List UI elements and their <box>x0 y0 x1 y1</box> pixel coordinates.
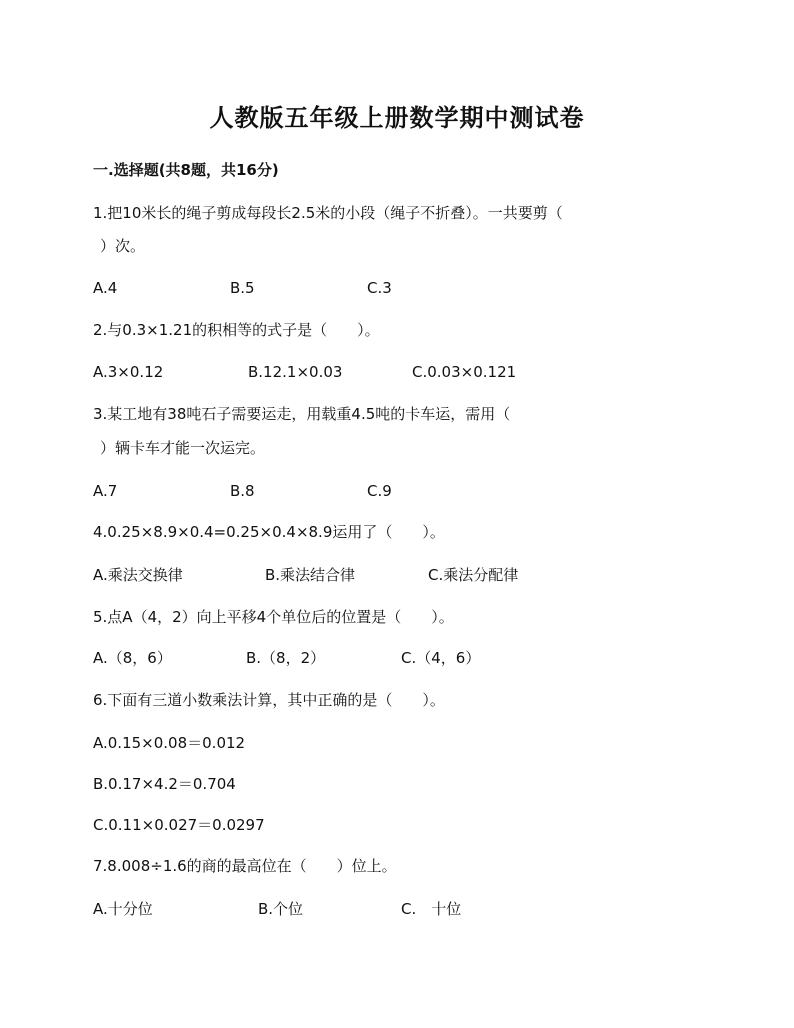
question-2-stem: 2.与0.3×1.21的积相等的式子是（ ）。 <box>93 321 380 339</box>
question-2-option-b: B.12.1×0.03 <box>248 363 343 381</box>
question-3-stem-cont: ）辆卡车才能一次运完。 <box>100 439 266 457</box>
question-7-option-b: B.个位 <box>258 900 304 918</box>
question-6-option-b: B.0.17×4.2＝0.704 <box>93 775 236 793</box>
question-3-option-c: C.9 <box>367 482 392 500</box>
question-2-option-a: A.3×0.12 <box>93 363 164 381</box>
question-7-option-c: C. 十位 <box>401 900 462 918</box>
question-5-option-b: B.（8，2） <box>246 649 326 667</box>
question-5-option-c: C.（4，6） <box>401 649 481 667</box>
question-6-option-a: A.0.15×0.08＝0.012 <box>93 734 246 752</box>
question-4-option-b: B.乘法结合律 <box>265 566 356 584</box>
question-3-option-b: B.8 <box>230 482 255 500</box>
question-3-option-a: A.7 <box>93 482 118 500</box>
page-title: 人教版五年级上册数学期中测试卷 <box>209 103 585 132</box>
question-4-option-c: C.乘法分配律 <box>428 566 519 584</box>
question-7-option-a: A.十分位 <box>93 900 153 918</box>
question-1-option-b: B.5 <box>230 279 255 297</box>
question-2-option-c: C.0.03×0.121 <box>412 363 517 381</box>
question-1-stem-cont: ）次。 <box>100 237 146 255</box>
question-6-stem: 6.下面有三道小数乘法计算，其中正确的是（ ）。 <box>93 691 445 709</box>
question-4-option-a: A.乘法交换律 <box>93 566 183 584</box>
question-7-stem: 7.8.008÷1.6的商的最高位在（ ）位上。 <box>93 857 397 875</box>
question-1-option-a: A.4 <box>93 279 118 297</box>
question-4-stem: 4.0.25×8.9×0.4=0.25×0.4×8.9运用了（ ）。 <box>93 523 445 541</box>
section-heading: 一.选择题(共8题，共16分) <box>93 161 279 179</box>
question-5-stem: 5.点A（4，2）向上平移4个单位后的位置是（ ）。 <box>93 608 454 626</box>
question-3-stem: 3.某工地有38吨石子需要运走，用载重4.5吨的卡车运，需用（ <box>93 405 511 423</box>
question-1-option-c: C.3 <box>367 279 392 297</box>
question-5-option-a: A.（8，6） <box>93 649 172 667</box>
question-6-option-c: C.0.11×0.027＝0.0297 <box>93 816 265 834</box>
question-1-stem: 1.把10米长的绳子剪成每段长2.5米的小段（绳子不折叠）。一共要剪（ <box>93 204 563 222</box>
